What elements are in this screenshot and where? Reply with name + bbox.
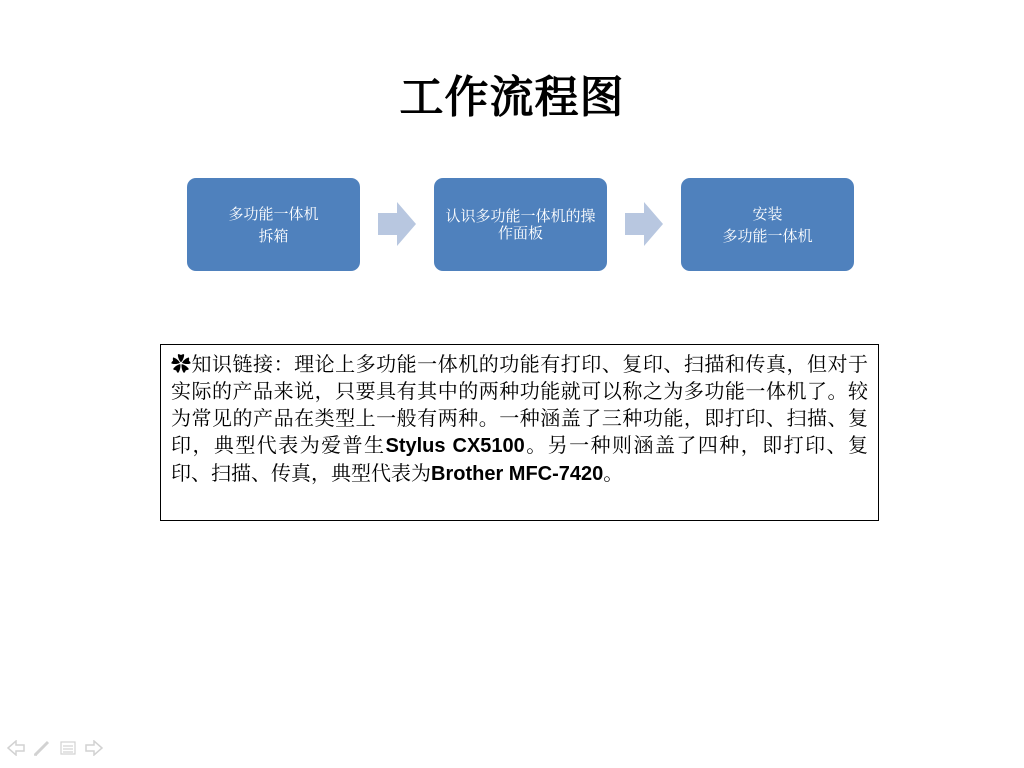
previous-slide-icon[interactable] (6, 738, 26, 758)
note-text-2: 。另一种则涵盖了四种，即打印、复印、扫描、传真，典型代表为 (171, 433, 869, 485)
step-install (681, 178, 854, 271)
slide-title: 工作流程图 (399, 72, 625, 123)
step-learn-panel (434, 178, 607, 271)
flow-arrow-1 (378, 202, 416, 246)
note-text-3: 。 (603, 461, 624, 485)
menu-icon[interactable] (58, 738, 78, 758)
step-3-line-1: 安装 (752, 204, 783, 223)
knowledge-link-box (160, 344, 879, 521)
next-slide-icon[interactable] (84, 738, 104, 758)
step-1-line-2: 拆箱 (258, 226, 289, 245)
slideshow-toolbar (6, 738, 104, 758)
step-3-line-2: 多功能一体机 (722, 226, 813, 245)
pen-icon[interactable] (32, 738, 52, 758)
step-unboxing (187, 178, 360, 271)
flower-bullet-icon: ✿ (171, 352, 192, 376)
note-model-epson: Stylus CX5100 (385, 435, 525, 457)
note-model-brother: Brother MFC-7420 (431, 463, 604, 485)
note-text-1: 知识链接：理论上多功能一体机的功能有打印、复印、扫描和传真，但对于实际的产品来说，只要具有其中的两种功能就可以称之为多功能一体机了。较为常见的产品在类型上一般有两种。一种涵盖了三种功能，即打印、扫描、复印，典型代表为爱普生 (171, 352, 868, 457)
step-1-line-1: 多功能一体机 (228, 204, 319, 223)
flow-arrow-2 (625, 202, 663, 246)
step-2-line-1: 认识多功能一体机的操 (445, 206, 596, 225)
step-2-line-2: 作面板 (497, 223, 543, 242)
